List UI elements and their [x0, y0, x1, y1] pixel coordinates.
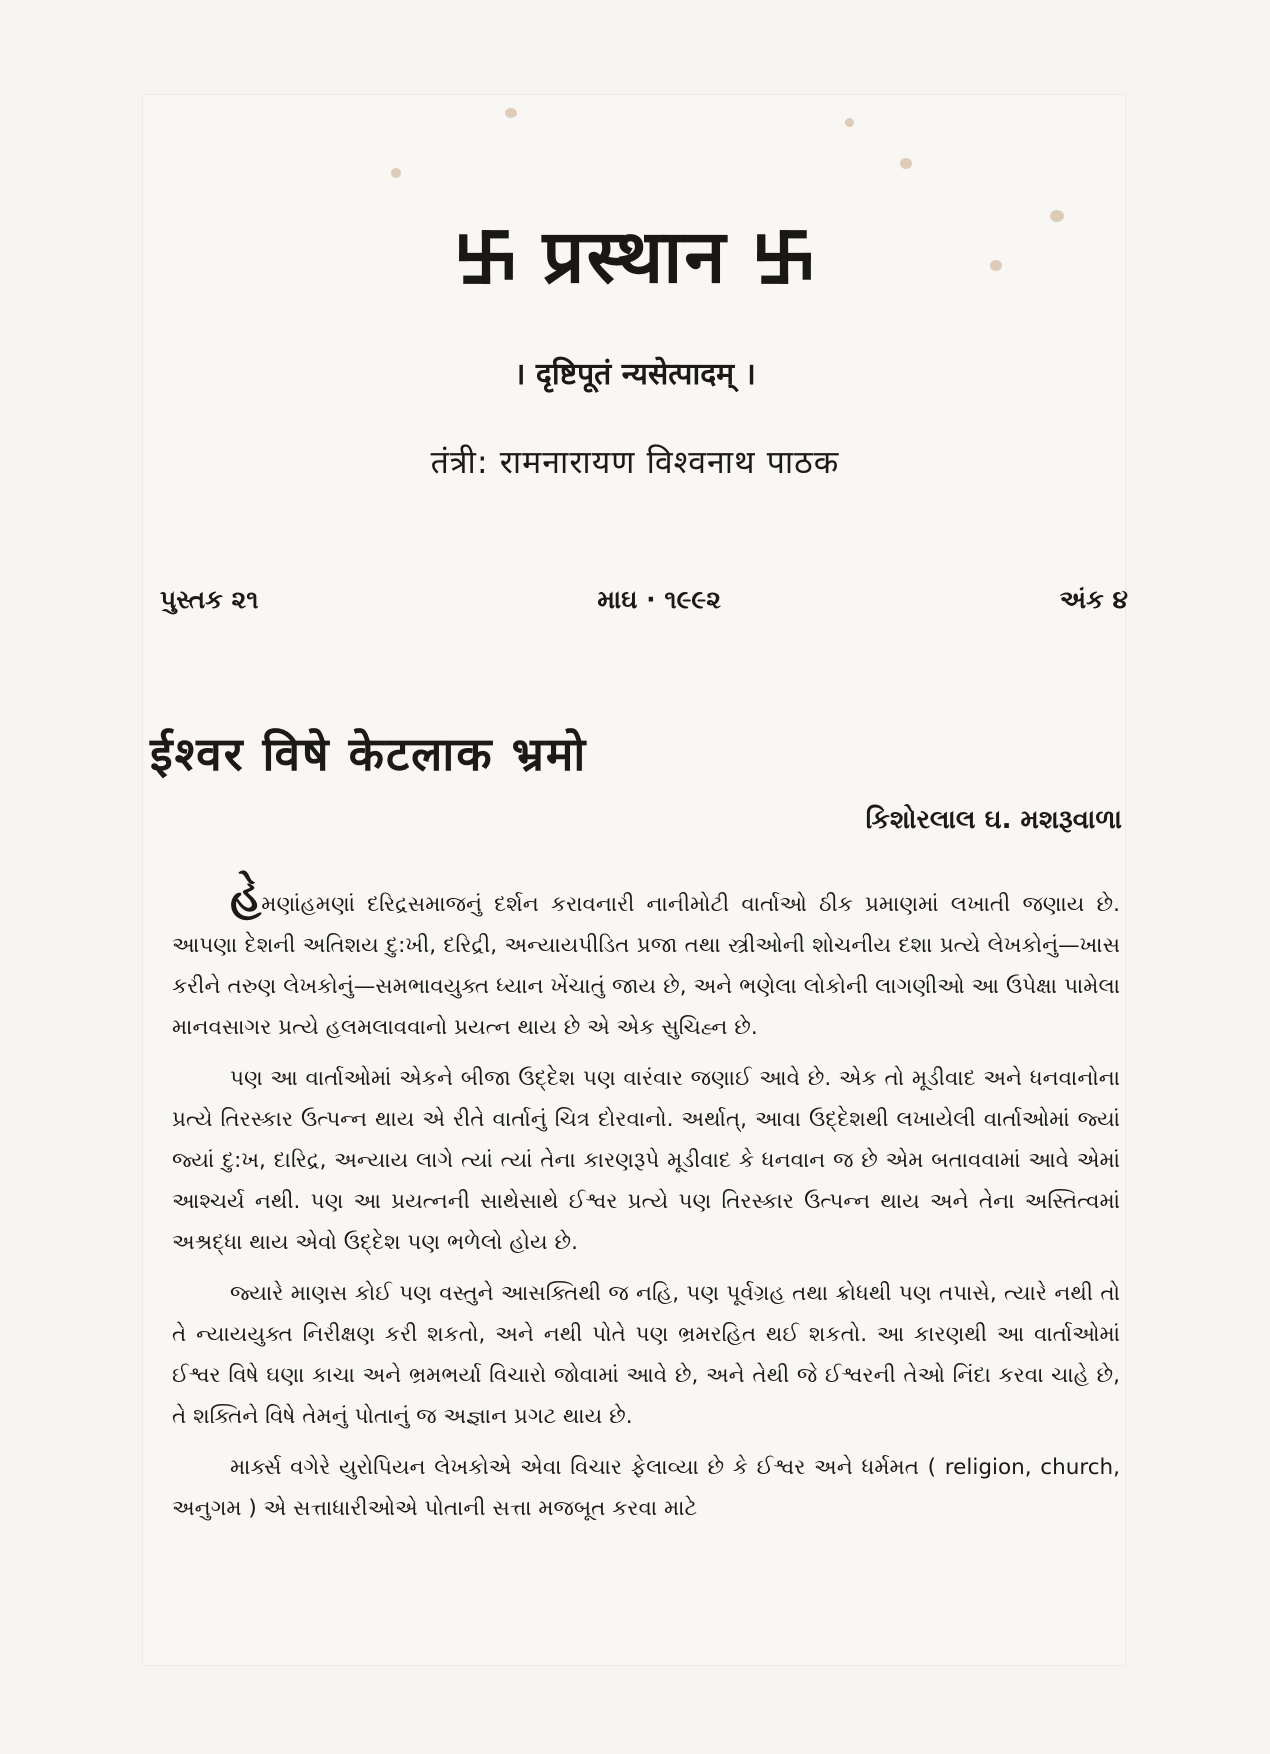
drop-cap: હે: [230, 871, 262, 922]
issue-info: [160, 585, 1128, 615]
magazine-title: प्रस्थान: [542, 214, 728, 300]
issue-number: અંક ૪: [1059, 585, 1128, 614]
paragraph: [172, 871, 1120, 1048]
paper-stain: [505, 108, 517, 118]
paper-stain: [845, 118, 854, 127]
paragraph: માર્ક્સ વગેરે યુરોપિયન લેખકોએ એવા વિચાર ફેલાવ્યા છે કે ઈશ્વર અને ધર્મમત ( religion, church, અનુગમ ) એ સત્તાધારીઓએ પોતાની સત્તા મજબૂત કરવા માટે: [172, 1455, 1120, 1521]
paper-stain: [900, 158, 912, 169]
editor-line: तंत्री: रामनारायण विश्वनाथ पाठक: [430, 443, 840, 481]
masthead: [0, 214, 1270, 300]
swastika-icon: [455, 226, 517, 288]
paragraph: જ્યારે માણસ કોઈ પણ વસ્તુને આસક્તિથી જ નહિ, પણ પૂર્વગ્રહ તથા ક્રોધથી પણ તપાસે, ત્યારે નથી તો તે ન્યાયયુક્ત નિરીક્ષણ કરી શકતો, અને નથી પોતે પણ ભ્રમરહિત થઈ શકતો. આ કારણથી આ વાર્તાઓમાં ઈશ્વર વિષે ઘણા કાચા અને ભ્રમભર્યા વિચારો જોવામાં આવે છે, અને તેથી જે ઈશ્વરની તેઓ નિંદા કરવા ચાહે છે, તે શક્તિને વિષે તેમનું પોતાનું જ અજ્ઞાન પ્રગટ થાય છે.: [172, 1281, 1120, 1429]
motto: । दृष्टिपूतं न्यसेत्पादम् ।: [514, 357, 756, 392]
article-title: ईश्वर विषे केटलाक भ्रमो: [150, 727, 588, 781]
volume-number: પુસ્તક ૨૧: [160, 585, 259, 614]
paragraph: પણ આ વાર્તાઓમાં એકને બીજા ઉદ્દેશ પણ વારંવાર જણાઈ આવે છે. એક તો મૂડીવાદ અને ધનવાનોના પ્રત્યે તિરસ્કાર ઉત્પન્ન થાય એ રીતે વાર્તાનું ચિત્ર દોરવાનો. અર્થાત્, આવા ઉદ્દેશથી લખાયેલી વાર્તાઓમાં જ્યાં જ્યાં દુ:ખ, દારિદ્ર, અન્યાય લાગે ત્યાં ત્યાં તેના કારણરૂપે મૂડીવાદ કે ધનવાન જ છે એમ બતાવવામાં આવે એમાં આશ્ચર્ય નથી. પણ આ પ્રયત્નની સાથેસાથે ઈશ્વર પ્રત્યે પણ તિરસ્કાર ઉત્પન્ન થાય અને તેના અસ્તિત્વમાં અશ્રદ્ધા થાય એવો ઉદ્દેશ પણ ભળેલો હોય છે.: [172, 1066, 1120, 1255]
article-author: કિશોરલાલ ઘ. મશરૂવાળા: [865, 805, 1122, 835]
article-body: [172, 871, 1120, 1539]
paragraph-text: મણાંહમણાં દરિદ્રસમાજનું દર્શન કરાવનારી નાનીમોટી વાર્તાઓ ઠીક પ્રમાણમાં લખાતી જણાય છે. આપણા દેશની અતિશય દુ:ખી, દરિદ્રી, અન્યાયપીડિત પ્રજા તથા સ્ત્રીઓની શોચનીય દશા પ્રત્યે લેખકોનું—ખાસ કરીને તરુણ લેખકોનું—સમભાવયુક્ત ધ્યાન ખેંચાતું જાય છે, અને ભણેલા લોકોની લાગણીઓ આ ઉપેક્ષા પામેલા માનવસાગર પ્રત્યે હલમલાવવાનો પ્રયત્ન થાય છે એ એક સુચિહ્ન છે.: [172, 892, 1120, 1040]
paper-stain: [391, 168, 401, 178]
issue-month: માઘ · ૧૯૯૨: [597, 585, 721, 614]
swastika-icon: [753, 226, 815, 288]
